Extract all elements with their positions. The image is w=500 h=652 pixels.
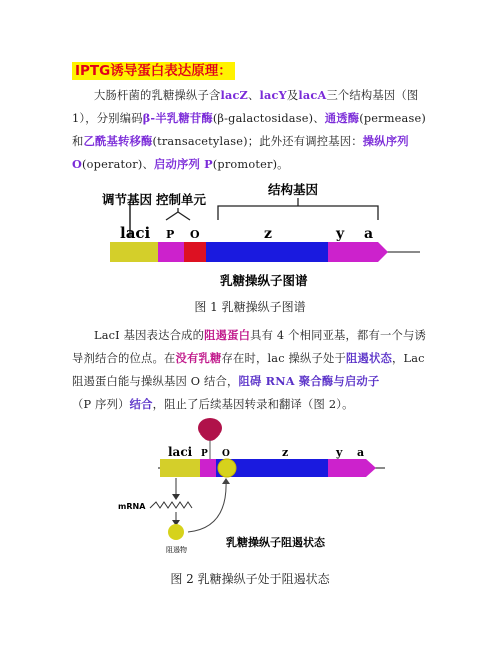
gene-laci-label-2: laci [168,445,193,459]
repressor-bound [218,459,236,477]
gene-o-label-2: O [222,449,230,459]
figure1-caption: 图 1 乳糖操纵子图谱 [194,300,306,314]
laca-gene [352,242,388,262]
paragraph-operon-intro: 大肠杆菌的乳糖操纵子含lacZ、lacY及lacA三个结构基因（图1），分别编码β-半乳糖苷酶(β-galactosidase)、通透酶(permease)和乙酰基转移酶(transacetylase)；此外还有调控基因：操纵序列 O(operator)、启动序列 P(promoter)。 [72,88,426,171]
laci-gene [110,242,158,262]
gene-p-label: P [166,228,175,241]
state-title: 乳糖操纵子阻遏状态 [226,536,325,549]
repressor-free [168,524,184,540]
gene-y-label-2: y [336,446,343,459]
label-regulator: 调节基因 [102,192,153,207]
gene-o-label: O [190,228,200,241]
structural-bracket [218,206,378,220]
promoter-region-2 [200,459,216,477]
gene-a-label: a [364,226,374,242]
section-title: IPTG诱导蛋白表达原理： [72,62,235,80]
map-title: 乳糖操纵子图谱 [220,273,308,288]
lacy-gene-2 [328,459,350,477]
gene-p-label-2: P [201,449,208,459]
laca-gene-2 [350,459,376,477]
figure2-caption: 图 2 乳糖操纵子处于阻遏状态 [170,572,330,586]
binding-arrow [188,480,226,532]
mrna-wave [150,502,192,508]
control-bracket [166,212,190,220]
figure2-repressed-state [0,408,500,563]
mrna-label: mRNA [118,502,146,511]
gene-z-label: z [264,226,272,242]
figure1-operon-map [0,180,500,300]
gene-a-label-2: a [357,446,365,459]
operator-region [184,242,206,262]
lacy-gene [328,242,352,262]
gene-z-label-2: z [282,446,289,459]
promoter-region [158,242,184,262]
gene-y-label: y [336,226,345,242]
label-structural: 结构基因 [268,182,319,197]
lacz-gene [206,242,328,262]
paragraph-repression: LacI 基因表达合成的阻遏蛋白具有 4 个相同亚基，都有一个与诱导剂结合的位点。在没有乳糖存在时，lac 操纵子处于阻遏状态，Lac 阻遏蛋白能与操纵基因 O 结合，阻碍 RNA 聚合酶与启动子（P 序列）结合，阻止了后续基因转录和翻译（图 2）。 [72,328,427,411]
gene-laci-label: laci [120,224,151,242]
laci-gene-2 [160,459,200,477]
repressor-label: 阻遏物 [166,546,187,554]
label-control: 控制单元 [156,192,207,207]
